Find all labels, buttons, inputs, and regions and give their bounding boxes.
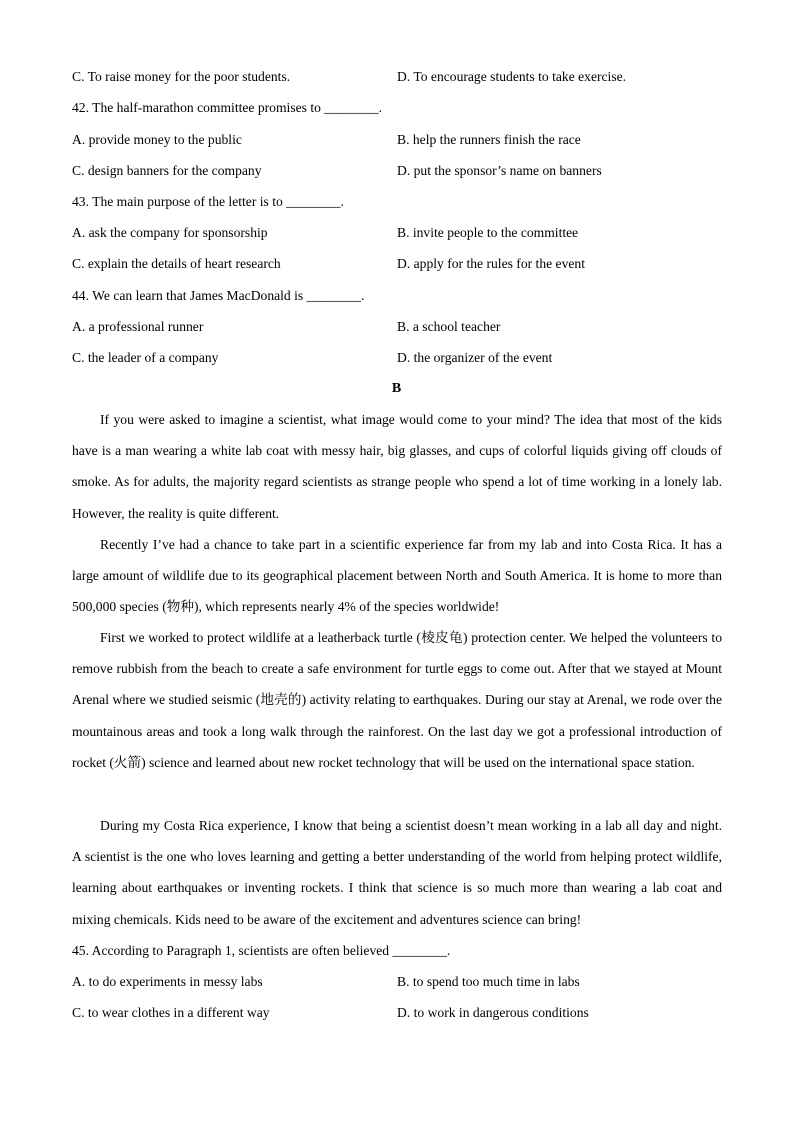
q43-stem: 43. The main purpose of the letter is to ________.: [72, 194, 344, 209]
q41-option-c: C. To raise money for the poor students.: [72, 69, 291, 84]
q43-option-c: C. explain the details of heart research: [72, 256, 281, 271]
q42-option-a: A. provide money to the public: [72, 132, 242, 147]
passage-paragraph-3: First we worked to protect wildlife at a leatherback turtle (棱皮龟) protection center. We helped the volunteers to remove rubbish from the beach to create a safe environment for turtle eggs to come out. After that we stayed at Mount Arenal where we studied seismic (地壳的) activity relating to earthquakes. During our stay at Arenal, we rode over the mountainous areas and took a long walk through the rainforest. On the last day we got a professional introduction of rocket (火箭) science and learned about new rocket technology that will be used on the international space station.: [72, 630, 722, 770]
q45-stem: 45. According to Paragraph 1, scientists are often believed ________.: [72, 943, 451, 958]
q45-option-b: B. to spend too much time in labs: [397, 974, 580, 989]
q41-option-d: D. To encourage students to take exercise.: [397, 69, 627, 84]
passage-paragraph-2: Recently I’ve had a chance to take part in a scientific experience far from my lab and into Costa Rica. It has a large amount of wildlife due to its geographical placement between North and South America. It is home to more than 500,000 species (物种), which represents nearly 4% of the species worldwide!: [72, 537, 722, 615]
q44-option-d: D. the organizer of the event: [397, 350, 553, 365]
q45-option-a: A. to do experiments in messy labs: [72, 974, 263, 989]
q42-option-d: D. put the sponsor’s name on banners: [397, 163, 602, 178]
section-heading-b: B: [391, 381, 402, 396]
q44-option-c: C. the leader of a company: [72, 350, 219, 365]
q45-option-d: D. to work in dangerous conditions: [397, 1005, 589, 1020]
q42-stem: 42. The half-marathon committee promises to ________.: [72, 100, 383, 115]
q44-stem: 44. We can learn that James MacDonald is ________.: [72, 288, 365, 303]
q43-option-b: B. invite people to the committee: [397, 225, 579, 240]
q44-option-b: B. a school teacher: [397, 319, 501, 334]
passage-paragraph-1: If you were asked to imagine a scientist, what image would come to your mind? The idea that most of the kids have is a man wearing a white lab coat with messy hair, big glasses, and cups of colorful liquids giving off clouds of smoke. As for adults, the majority regard scientists as strange people who spend a lot of time working in a lonely lab. However, the reality is quite different.: [72, 412, 722, 521]
q43-option-a: A. ask the company for sponsorship: [72, 225, 268, 240]
q42-option-c: C. design banners for the company: [72, 163, 262, 178]
passage-paragraph-4: During my Costa Rica experience, I know that being a scientist doesn’t mean working in a lab all day and night. A scientist is the one who loves learning and getting a better understanding of the world from helping protect wildlife, learning about earthquakes or inventing rockets. I think that science is so much more than wearing a lab coat and mixing chemicals. Kids need to be aware of the excitement and adventures science can bring!: [72, 818, 722, 927]
q44-option-a: A. a professional runner: [72, 319, 204, 334]
q42-option-b: B. help the runners finish the race: [397, 132, 581, 147]
q45-option-c: C. to wear clothes in a different way: [72, 1005, 270, 1020]
q43-option-d: D. apply for the rules for the event: [397, 256, 585, 271]
